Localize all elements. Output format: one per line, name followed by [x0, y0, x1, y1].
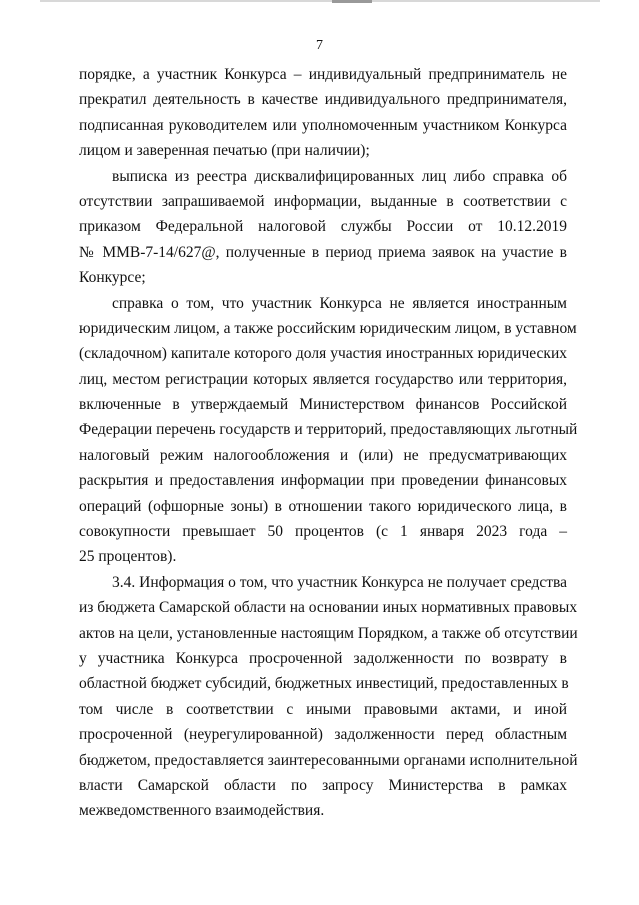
text-line: включенные в утверждаемый Министерством финансов Российской: [79, 396, 567, 414]
text-line: операций (офшорные зоны) в отношении такого юридического лица, в: [79, 497, 567, 515]
text-line: лиц, местом регистрации которых является государство или территория,: [79, 370, 567, 388]
scan-top-edge: [40, 0, 600, 2]
text-line: приказом Федеральной налоговой службы России от 10.12.2019: [79, 218, 567, 236]
text-line: (складочном) капитале которого доля участия иностранных юридических: [79, 345, 567, 363]
text-line: бюджетом, предоставляется заинтересованными органами исполнительной: [79, 751, 578, 769]
text-line: межведомственного взаимодействия.: [79, 802, 325, 820]
text-line: у участника Конкурса просроченной задолженности по возврату в: [79, 649, 567, 667]
text-line: порядке, а участник Конкурса – индивидуальный предприниматель не: [79, 66, 567, 83]
text-line: актов на цели, установленные настоящим Порядком, а также об отсутствии: [79, 624, 578, 642]
text-line: Федерации перечень государств и территорий, предоставляющих льготный: [79, 421, 578, 439]
text-line: просроченной (неурегулированной) задолженности перед областным: [79, 726, 567, 744]
text-line: совокупности превышает 50 процентов (с 1 января 2023 года –: [79, 523, 567, 541]
text-line: прекратил деятельность в качестве индивидуального предпринимателя,: [79, 91, 567, 109]
text-line: налоговый режим налогообложения и (или) не предусматривающих: [79, 446, 567, 464]
scan-mark: [332, 0, 372, 3]
text-line: власти Самарской области по запросу Министерства в рамках: [79, 776, 567, 794]
text-line: отсутствии запрашиваемой информации, выданные в соответствии с: [79, 192, 567, 210]
page-number: 7: [316, 38, 323, 53]
text-line: 25 процентов).: [79, 548, 177, 566]
text-line: справка о том, что участник Конкурса не является иностранным: [112, 294, 567, 312]
document-body: [79, 62, 578, 824]
text-line: областной бюджет субсидий, бюджетных инвестиций, предоставленных в: [79, 675, 569, 693]
text-line: раскрытия и предоставления информации при проведении финансовых: [79, 472, 567, 490]
text-line: Конкурсе;: [79, 269, 146, 287]
text-line: выписка из реестра дисквалифицированных лиц либо справка об: [112, 167, 567, 185]
text-line: № ММВ-7-14/627@, полученные в период приема заявок на участие в: [79, 243, 567, 261]
text-line: из бюджета Самарской области на основании иных нормативных правовых: [79, 599, 578, 617]
text-line: подписанная руководителем или уполномоченным участником Конкурса: [79, 116, 567, 134]
text-line: 3.4. Информация о том, что участник Конкурса не получает средства: [112, 573, 568, 591]
text-line: лицом и заверенная печатью (при наличии);: [79, 142, 370, 160]
text-line: том числе в соответствии с иными правовыми актами, и иной: [79, 700, 567, 718]
text-line: юридическим лицом, а также российским юридическим лицом, в уставном: [79, 319, 577, 337]
